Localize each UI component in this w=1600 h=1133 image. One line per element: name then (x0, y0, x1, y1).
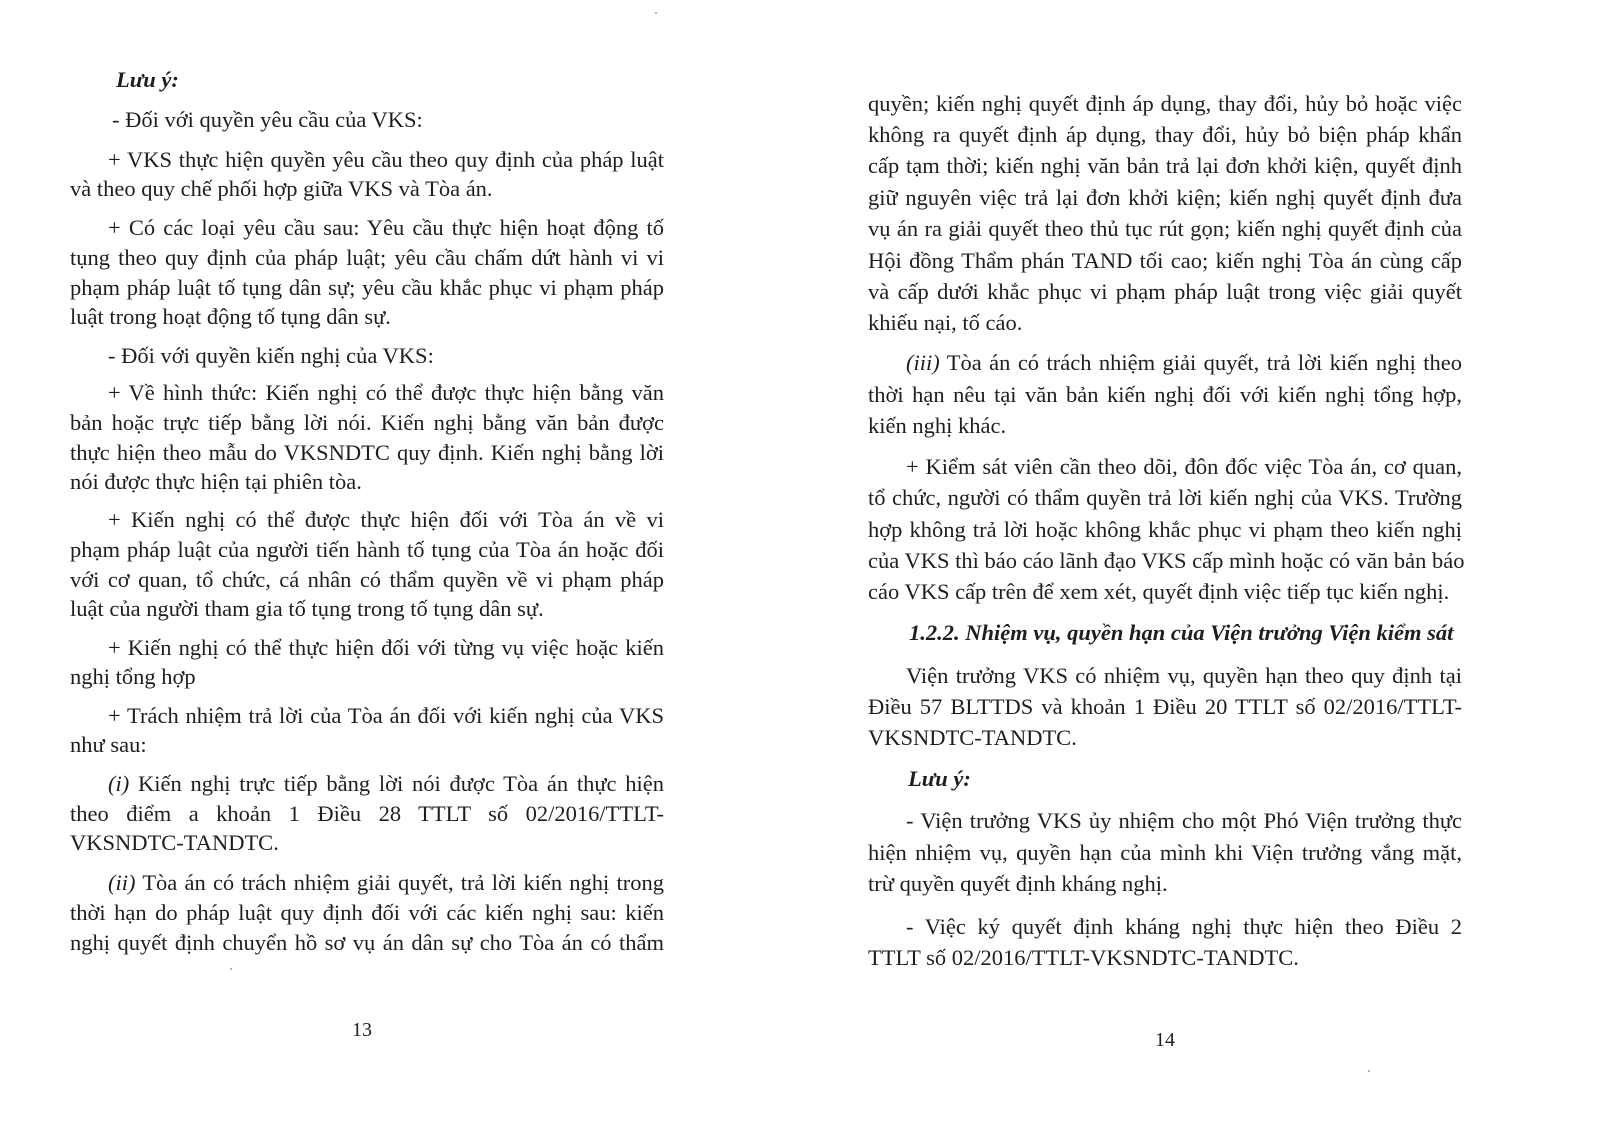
text-line: hợp không trả lời hoặc không khắc phục vi phạm theo kiến nghị (868, 517, 1462, 542)
line-text: Kiến nghị trực tiếp bằng lời nói được Tòa án thực hiện (138, 771, 665, 796)
text-line: - Đối với quyền yêu cầu của VKS: (112, 107, 423, 132)
section-heading: 1.2.2. Nhiệm vụ, quyền hạn của Viện trưởng Viện kiểm sát (909, 620, 1454, 645)
text-line: nói được thực hiện tại phiên tòa. (70, 469, 362, 494)
text-line: cấp tạm thời; kiến nghị văn bản trả lại đơn khởi kiện, quyết định (868, 153, 1462, 178)
text-line: khiếu nại, tố cáo. (868, 310, 1023, 335)
text-line: thời hạn nêu tại văn bản kiến nghị đối với kiến nghị tổng hợp, (868, 382, 1462, 407)
text-line: + VKS thực hiện quyền yêu cầu theo quy định của pháp luật (108, 147, 664, 172)
text-line: Hội đồng Thẩm phán TAND tối cao; kiến nghị Tòa án cùng cấp (868, 248, 1462, 273)
text-line: thời hạn do pháp luật quy định đối với các kiến nghị sau: kiến (70, 900, 664, 925)
text-line: hiện nhiệm vụ, quyền hạn của mình khi Viện trưởng vắng mặt, (868, 840, 1462, 865)
note-label: Lưu ý: (908, 766, 971, 791)
text-line: - Đối với quyền kiến nghị của VKS: (108, 343, 434, 368)
text-line: phạm pháp luật của người tiến hành tố tụng của Tòa án hoặc đối (70, 537, 664, 562)
text-line: + Về hình thức: Kiến nghị có thể được thực hiện bằng văn (108, 380, 664, 405)
text-line: của VKS thì báo cáo lãnh đạo VKS cấp mình hoặc có văn bản báo (868, 548, 1465, 573)
text-line: - Việc ký quyết định kháng nghị thực hiện theo Điều 2 (906, 914, 1462, 939)
text-line: giữ nguyên việc trả lại đơn khởi kiện; kiến nghị quyết định đưa (868, 185, 1462, 210)
text-line: trừ quyền quyết định kháng nghị. (868, 871, 1168, 896)
text-line: cáo VKS cấp trên để xem xét, quyết định việc tiếp tục kiến nghị. (868, 579, 1450, 604)
left-page (0, 0, 798, 1133)
text-line: nghị tổng hợp (70, 664, 196, 689)
text-line: + Trách nhiệm trả lời của Tòa án đối với kiến nghị của VKS (108, 703, 664, 728)
text-line: kiến nghị khác. (868, 413, 1007, 438)
list-marker: (i) (108, 771, 130, 796)
text-line: luật của người tham gia tố tụng trong tố tụng dân sự. (70, 596, 544, 621)
text-line: VKSNDTC-TANDTC. (70, 830, 279, 855)
text-line: như sau: (70, 732, 147, 757)
text-line: và cấp dưới khắc phục vi phạm pháp luật trong việc giải quyết (868, 279, 1462, 304)
page-number: 14 (1155, 1029, 1175, 1051)
text-line: thực hiện theo mẫu do VKSNDTC quy định. Kiến nghị bằng lời (70, 440, 664, 465)
scan-speck (230, 968, 232, 970)
list-marker: (ii) (108, 870, 136, 895)
right-page (798, 0, 1600, 1133)
text-line: bản hoặc trực tiếp bằng lời nói. Kiến nghị bằng văn bản được (70, 410, 664, 435)
text-line (906, 348, 1462, 378)
text-line: + Có các loại yêu cầu sau: Yêu cầu thực hiện hoạt động tố (108, 215, 664, 240)
text-line: phạm pháp luật tố tụng dân sự; yêu cầu khắc phục vi phạm pháp (70, 275, 664, 300)
text-line: + Kiểm sát viên cần theo dõi, đôn đốc việc Tòa án, cơ quan, (906, 454, 1462, 479)
text-line (108, 868, 664, 898)
text-line: + Kiến nghị có thể thực hiện đối với từng vụ việc hoặc kiến (108, 635, 664, 660)
text-line: tụng theo quy định của pháp luật; yêu cầu chấm dứt hành vi vi (70, 245, 664, 270)
text-line: VKSNDTC-TANDTC. (868, 725, 1077, 750)
scan-speck (655, 12, 657, 14)
line-text: Tòa án có trách nhiệm giải quyết, trả lời kiến nghị theo (946, 350, 1462, 375)
text-line: quyền; kiến nghị quyết định áp dụng, thay đổi, hủy bỏ hoặc việc (868, 91, 1462, 116)
text-line: TTLT số 02/2016/TTLT-VKSNDTC-TANDTC. (868, 945, 1299, 970)
text-line: - Viện trưởng VKS ủy nhiệm cho một Phó Viện trưởng thực (906, 808, 1462, 833)
text-line: với cơ quan, tổ chức, cá nhân có thẩm quyền về vi phạm pháp (70, 567, 664, 592)
text-line: Viện trưởng VKS có nhiệm vụ, quyền hạn theo quy định tại (906, 663, 1462, 688)
text-line: tổ chức, người có thẩm quyền trả lời kiến nghị của VKS. Trường (868, 485, 1462, 510)
text-line: + Kiến nghị có thể được thực hiện đối với Tòa án về vi (108, 507, 664, 532)
text-line (108, 769, 664, 799)
text-line: luật trong hoạt động tố tụng dân sự. (70, 304, 391, 329)
text-line: và theo quy chế phối hợp giữa VKS và Tòa án. (70, 176, 493, 201)
text-line: vụ án ra giải quyết theo thủ tục rút gọn; kiến nghị quyết định của (868, 216, 1462, 241)
line-text: Tòa án có trách nhiệm giải quyết, trả lời kiến nghị trong (142, 870, 664, 895)
text-line: nghị quyết định chuyển hồ sơ vụ án dân sự cho Tòa án có thẩm (70, 930, 664, 955)
text-line: không ra quyết định áp dụng, thay đổi, hủy bỏ biện pháp khẩn (868, 122, 1462, 147)
page-number: 13 (352, 1019, 372, 1041)
note-label: Lưu ý: (116, 67, 179, 92)
text-line: theo điểm a khoản 1 Điều 28 TTLT số 02/2016/TTLT- (70, 801, 664, 826)
scan-speck (1368, 1070, 1370, 1072)
list-marker: (iii) (906, 350, 940, 375)
text-line: Điều 57 BLTTDS và khoản 1 Điều 20 TTLT số 02/2016/TTLT- (868, 694, 1462, 719)
